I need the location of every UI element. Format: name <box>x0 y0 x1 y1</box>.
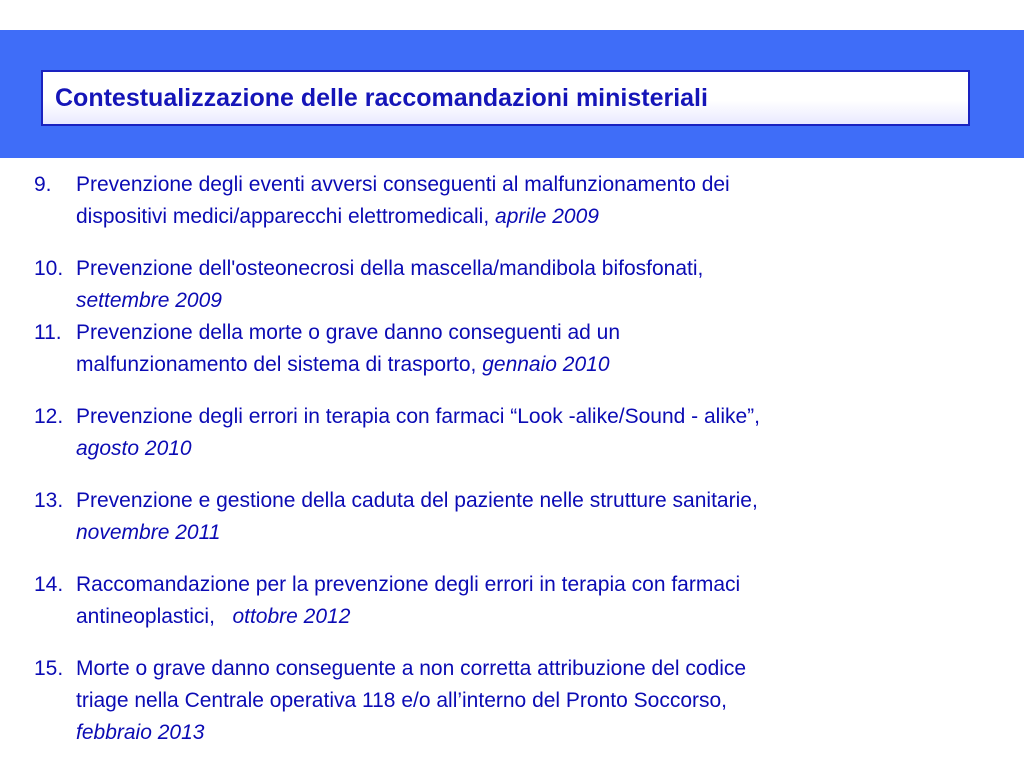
item-date: ottobre 2012 <box>232 605 351 628</box>
slide-title: Contestualizzazione delle raccomandazioni ministeriali <box>55 83 708 112</box>
item-line: antineoplastici, <box>76 605 215 628</box>
list-item <box>34 401 1019 465</box>
item-number: 9. <box>34 173 52 196</box>
item-number: 11. <box>34 321 62 344</box>
item-line-with-date <box>76 349 1019 381</box>
item-line: Prevenzione degli eventi avversi conseguenti al malfunzionamento dei <box>76 173 730 196</box>
list-item <box>34 569 1019 633</box>
item-number: 13. <box>34 489 64 512</box>
item-line: Prevenzione della morte o grave danno conseguenti ad un <box>76 321 621 344</box>
item-line: Prevenzione e gestione della caduta del paziente nelle strutture sanitarie, <box>76 489 758 512</box>
list-item <box>34 653 1019 749</box>
item-date: agosto 2010 <box>76 437 192 460</box>
title-box <box>41 70 970 126</box>
item-date: settembre 2009 <box>76 289 222 312</box>
item-number: 14. <box>34 573 64 596</box>
list-item <box>34 317 1019 381</box>
item-number: 12. <box>34 405 64 428</box>
list-item <box>34 169 1019 233</box>
item-date: gennaio 2010 <box>482 353 610 376</box>
item-line: triage nella Centrale operativa 118 e/o all’interno del Pronto Soccorso, <box>76 689 727 712</box>
item-line: dispositivi medici/apparecchi elettromedicali, <box>76 205 490 228</box>
item-date: novembre 2011 <box>76 521 221 544</box>
item-number: 15. <box>34 657 64 680</box>
item-date: aprile 2009 <box>495 205 599 228</box>
item-date: febbraio 2013 <box>76 721 205 744</box>
recommendations-list <box>34 169 1019 749</box>
item-line: Prevenzione dell'osteonecrosi della mascella/mandibola bifosfonati, <box>76 257 704 280</box>
item-line: Prevenzione degli errori in terapia con farmaci “Look -alike/Sound - alike”, <box>76 405 760 428</box>
list-item <box>34 253 1019 317</box>
item-number: 10. <box>34 257 64 280</box>
list-item <box>34 485 1019 549</box>
item-line-with-date <box>76 601 1019 633</box>
item-line-with-date <box>76 201 1019 233</box>
item-line: Morte o grave danno conseguente a non corretta attribuzione del codice <box>76 657 747 680</box>
item-line: Raccomandazione per la prevenzione degli errori in terapia con farmaci <box>76 573 741 596</box>
item-line: malfunzionamento del sistema di trasporto, <box>76 353 477 376</box>
